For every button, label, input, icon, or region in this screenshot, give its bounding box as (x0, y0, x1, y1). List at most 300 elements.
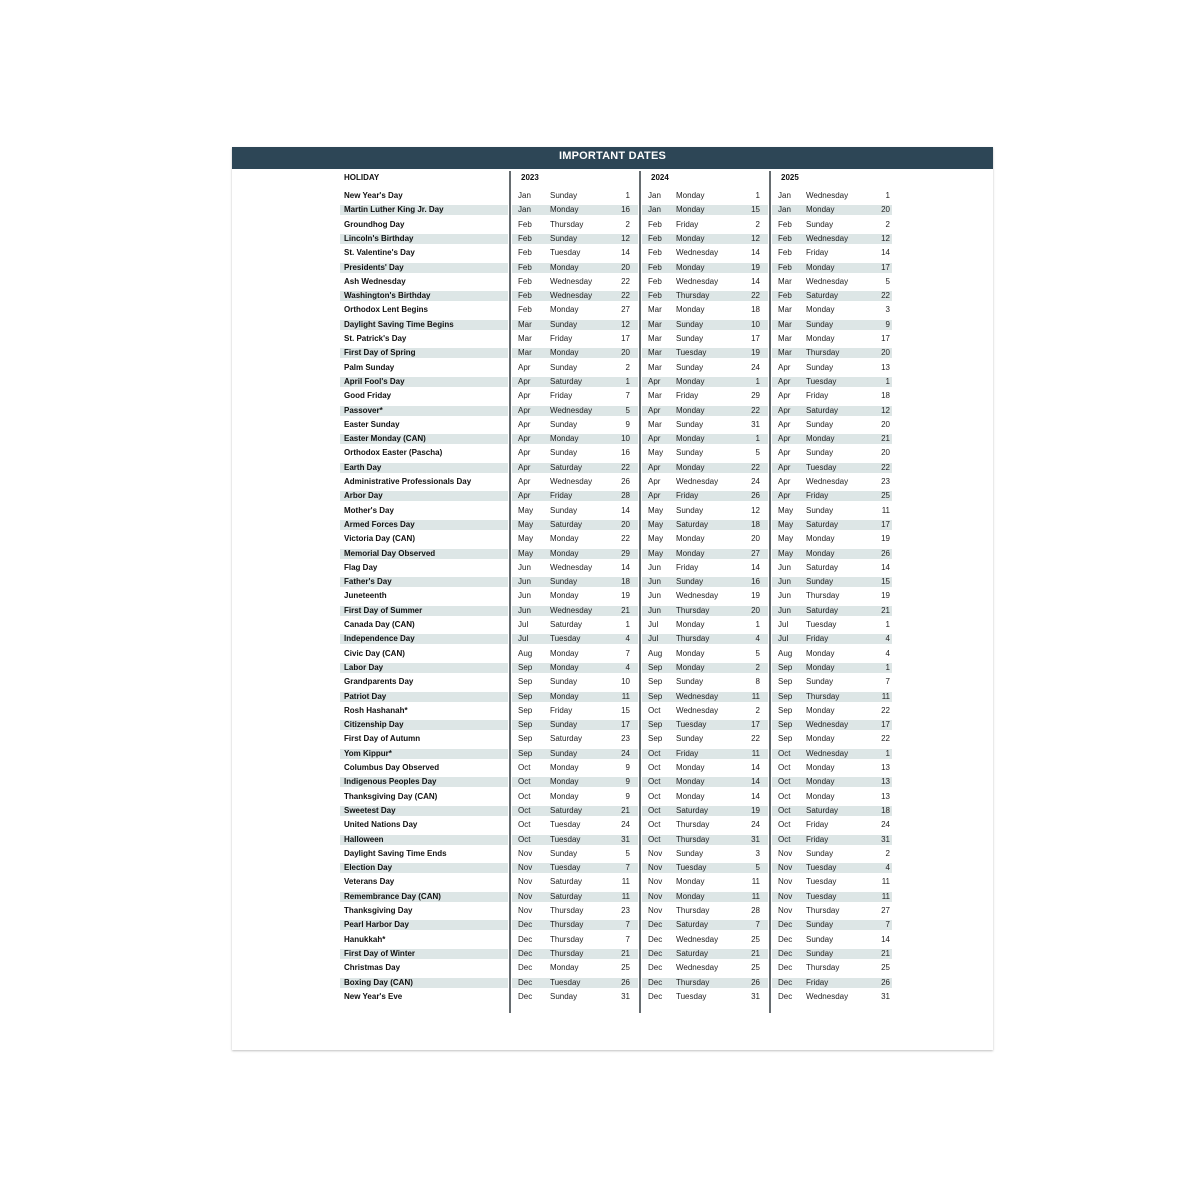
month-2025: Oct (778, 763, 791, 772)
weekday-2023: Sunday (550, 233, 578, 243)
day-2023: 21 (621, 805, 630, 815)
month-2025: Sep (778, 691, 793, 701)
month-2024: Jan (648, 191, 661, 200)
month-2025: Mar (778, 276, 792, 286)
month-2024: Sep (648, 691, 663, 701)
weekday-2024: Tuesday (676, 348, 707, 358)
day-2023: 7 (625, 934, 630, 944)
weekday-2023: Friday (550, 491, 573, 501)
weekday-2024: Monday (676, 462, 705, 472)
month-2025: Jun (778, 591, 791, 601)
month-2023: Feb (518, 291, 532, 301)
weekday-2024: Monday (676, 262, 705, 272)
table-row (340, 432, 900, 446)
weekday-2024: Monday (676, 534, 705, 544)
weekday-2025: Friday (806, 391, 829, 401)
weekday-2025: Tuesday (806, 877, 837, 887)
month-2024: Nov (648, 863, 663, 873)
weekday-2024: Saturday (676, 920, 709, 930)
month-2023: Nov (518, 877, 533, 887)
month-2025: Oct (778, 748, 791, 758)
month-2023: Apr (518, 434, 531, 444)
holiday-name: Ash Wednesday (344, 276, 406, 286)
day-2023: 29 (621, 548, 630, 558)
day-2024: 24 (751, 362, 760, 372)
day-2024: 26 (751, 977, 760, 987)
day-2023: 21 (621, 605, 630, 615)
weekday-2023: Tuesday (550, 977, 581, 987)
day-2025: 27 (881, 906, 890, 915)
weekday-2024: Thursday (676, 820, 710, 830)
day-2023: 7 (625, 648, 630, 658)
day-2025: 21 (881, 605, 890, 615)
weekday-2025: Sunday (806, 319, 834, 329)
table-row (340, 718, 900, 732)
day-2025: 17 (881, 334, 890, 343)
table-row (340, 918, 900, 932)
table-row (340, 518, 900, 532)
weekday-2024: Tuesday (676, 991, 707, 1001)
month-2025: Apr (778, 419, 791, 429)
day-2025: 14 (881, 248, 890, 258)
month-2023: Dec (518, 991, 533, 1001)
weekday-2025: Monday (806, 305, 835, 315)
day-2023: 9 (625, 419, 630, 429)
table-row (340, 318, 900, 332)
day-2025: 9 (885, 319, 890, 329)
month-2024: Oct (648, 791, 661, 801)
weekday-2025: Sunday (806, 448, 834, 458)
table-row (340, 446, 900, 460)
holiday-name: Mother's Day (344, 505, 394, 515)
day-2025: 25 (881, 491, 890, 501)
month-2024: Jun (648, 577, 661, 587)
day-2025: 13 (881, 791, 890, 801)
weekday-2023: Sunday (550, 677, 578, 687)
weekday-2024: Sunday (676, 319, 704, 329)
holiday-name: Hanukkah* (344, 934, 386, 944)
holiday-name: April Fool's Day (344, 376, 405, 386)
holiday-name: St. Valentine's Day (344, 248, 415, 258)
weekday-2024: Monday (676, 191, 705, 200)
year-header-2: 2024 (651, 173, 669, 182)
table-row (340, 933, 900, 947)
month-2024: Sep (648, 677, 663, 687)
month-2024: Jun (648, 591, 661, 601)
month-2024: Mar (648, 391, 662, 401)
month-2023: Feb (518, 248, 532, 258)
day-2024: 12 (751, 233, 760, 243)
month-2023: Apr (518, 491, 531, 501)
month-2025: Dec (778, 991, 793, 1001)
table-row (340, 303, 900, 317)
day-2025: 19 (881, 591, 890, 601)
weekday-2024: Thursday (676, 291, 710, 301)
month-2024: Jun (648, 605, 661, 615)
day-2024: 8 (755, 677, 760, 687)
month-2023: Oct (518, 805, 531, 815)
weekday-2023: Tuesday (550, 834, 581, 844)
month-2024: Apr (648, 477, 661, 486)
holiday-name: Flag Day (344, 562, 378, 572)
month-2025: Jul (778, 620, 789, 629)
month-2025: Feb (778, 233, 792, 243)
month-2025: Jan (778, 191, 791, 200)
day-2024: 2 (755, 662, 760, 672)
month-2025: Feb (778, 291, 792, 301)
table-row (340, 618, 900, 632)
month-2024: Feb (648, 276, 662, 286)
table-row (340, 575, 900, 589)
page-title: IMPORTANT DATES (558, 150, 667, 162)
day-2024: 3 (755, 848, 760, 858)
day-2025: 12 (881, 233, 890, 243)
day-2023: 9 (625, 791, 630, 801)
month-2024: Sep (648, 720, 663, 730)
month-2023: Jun (518, 605, 531, 615)
weekday-2025: Sunday (806, 419, 834, 429)
month-2024: Sep (648, 662, 663, 672)
day-2024: 22 (751, 462, 760, 472)
month-2025: Jun (778, 562, 791, 572)
weekday-2023: Monday (550, 262, 579, 272)
table-row (340, 404, 900, 418)
weekday-2025: Sunday (806, 219, 834, 229)
day-2024: 14 (751, 562, 760, 572)
day-2023: 10 (621, 677, 630, 687)
holiday-name: Civic Day (CAN) (344, 648, 405, 658)
month-2023: Sep (518, 677, 533, 687)
day-2025: 11 (881, 891, 890, 901)
month-2024: Feb (648, 291, 662, 301)
month-2025: Mar (778, 319, 792, 329)
weekday-2025: Saturday (806, 562, 839, 572)
holiday-name: Patriot Day (344, 691, 387, 701)
day-2023: 31 (621, 991, 630, 1001)
weekday-2025: Monday (806, 763, 835, 772)
weekday-2023: Sunday (550, 720, 578, 730)
weekday-2024: Wednesday (676, 705, 719, 715)
day-2025: 18 (881, 805, 890, 815)
day-2025: 18 (881, 391, 890, 401)
day-2023: 2 (625, 362, 630, 372)
weekday-2025: Monday (806, 648, 835, 658)
table-row (340, 761, 900, 775)
weekday-2024: Monday (676, 233, 705, 243)
day-2024: 12 (751, 505, 760, 515)
day-2023: 20 (621, 348, 630, 358)
weekday-2023: Monday (550, 777, 579, 787)
day-2025: 4 (885, 648, 890, 658)
month-2023: Jun (518, 562, 531, 572)
table-row (340, 561, 900, 575)
month-2024: May (648, 519, 664, 529)
holiday-name: Pearl Harbor Day (344, 920, 409, 930)
holiday-name: United Nations Day (344, 820, 418, 830)
month-2023: May (518, 519, 534, 529)
month-2023: Apr (518, 419, 531, 429)
table-row (340, 261, 900, 275)
holiday-name: Veterans Day (344, 877, 395, 887)
month-2025: Feb (778, 262, 792, 272)
month-2023: Feb (518, 305, 532, 315)
weekday-2025: Sunday (806, 362, 834, 372)
day-2023: 17 (621, 720, 630, 730)
weekday-2025: Monday (806, 777, 835, 787)
weekday-2023: Sunday (550, 748, 578, 758)
weekday-2024: Wednesday (676, 248, 719, 258)
weekday-2023: Friday (550, 391, 573, 401)
table-row (340, 589, 900, 603)
day-2023: 12 (621, 319, 630, 329)
weekday-2024: Monday (676, 305, 705, 315)
month-2024: Aug (648, 648, 663, 658)
month-2023: Jan (518, 191, 531, 200)
day-2023: 20 (621, 262, 630, 272)
month-2025: Aug (778, 648, 793, 658)
month-2024: Mar (648, 334, 662, 343)
table-row (340, 346, 900, 360)
month-2024: Apr (648, 405, 661, 415)
title-banner (232, 147, 993, 169)
table-row (340, 747, 900, 761)
month-2024: Oct (648, 763, 661, 772)
table-row (340, 861, 900, 875)
day-2024: 19 (751, 262, 760, 272)
holiday-name: New Year's Eve (344, 991, 403, 1001)
day-2023: 4 (625, 634, 630, 644)
holiday-name: Christmas Day (344, 963, 401, 973)
day-2024: 14 (751, 777, 760, 787)
day-2025: 2 (885, 219, 890, 229)
month-2025: Apr (778, 376, 791, 386)
weekday-2025: Thursday (806, 348, 840, 358)
table-row (340, 818, 900, 832)
day-2023: 22 (621, 291, 630, 301)
day-2024: 16 (751, 577, 760, 587)
month-2023: Nov (518, 891, 533, 901)
holiday-name: Yom Kippur* (344, 748, 392, 758)
weekday-2025: Wednesday (806, 720, 849, 730)
month-2025: Mar (778, 334, 792, 343)
holiday-name: Thanksgiving Day (344, 906, 413, 915)
weekday-2025: Friday (806, 634, 829, 644)
holiday-name: First Day of Autumn (344, 734, 421, 744)
weekday-2025: Monday (806, 434, 835, 444)
month-2023: Sep (518, 720, 533, 730)
weekday-2023: Saturday (550, 805, 583, 815)
month-2025: Mar (778, 305, 792, 315)
holiday-name: Rosh Hashanah* (344, 705, 408, 715)
weekday-2023: Monday (550, 763, 579, 772)
day-2025: 19 (881, 534, 890, 544)
month-2023: Feb (518, 262, 532, 272)
month-2024: Oct (648, 705, 661, 715)
holiday-name: Grandparents Day (344, 677, 414, 687)
day-2024: 14 (751, 248, 760, 258)
day-2024: 5 (755, 863, 760, 873)
day-2025: 20 (881, 448, 890, 458)
day-2023: 14 (621, 562, 630, 572)
weekday-2023: Friday (550, 334, 573, 343)
table-row (340, 704, 900, 718)
weekday-2025: Tuesday (806, 462, 837, 472)
month-2023: Feb (518, 219, 532, 229)
month-2023: Dec (518, 920, 533, 930)
weekday-2025: Friday (806, 977, 829, 987)
holiday-name: Memorial Day Observed (344, 548, 436, 558)
weekday-2023: Monday (550, 305, 579, 315)
holiday-name: New Year's Day (344, 191, 403, 200)
month-2023: Dec (518, 948, 533, 958)
day-2024: 7 (755, 920, 760, 930)
important-dates-sheet (232, 147, 993, 1050)
weekday-2023: Sunday (550, 848, 578, 858)
month-2023: Apr (518, 362, 531, 372)
weekday-2023: Saturday (550, 734, 583, 744)
holiday-name: Washington's Birthday (344, 291, 431, 301)
month-2023: Nov (518, 848, 533, 858)
day-2024: 14 (751, 276, 760, 286)
month-2024: Dec (648, 948, 663, 958)
day-2024: 17 (751, 334, 760, 343)
table-row (340, 947, 900, 961)
holiday-name: Administrative Professionals Day (344, 477, 472, 486)
weekday-2023: Sunday (550, 319, 578, 329)
day-2023: 23 (621, 906, 630, 915)
weekday-2024: Friday (676, 391, 699, 401)
month-2024: Sep (648, 734, 663, 744)
weekday-2025: Thursday (806, 591, 840, 601)
day-2024: 2 (755, 705, 760, 715)
month-2024: Mar (648, 362, 662, 372)
weekday-2024: Monday (676, 620, 705, 629)
day-2024: 14 (751, 763, 760, 772)
weekday-2023: Sunday (550, 448, 578, 458)
holiday-name: First Day of Winter (344, 948, 416, 958)
table-row (340, 890, 900, 904)
holiday-name: Good Friday (344, 391, 392, 401)
day-2025: 12 (881, 405, 890, 415)
month-2023: Dec (518, 963, 533, 973)
month-2023: May (518, 534, 534, 544)
weekday-2023: Saturday (550, 519, 583, 529)
month-2025: May (778, 548, 794, 558)
month-2025: Nov (778, 906, 793, 915)
day-2023: 1 (625, 620, 630, 629)
day-2024: 1 (755, 191, 760, 200)
table-row (340, 275, 900, 289)
day-2025: 25 (881, 963, 890, 973)
month-2025: Nov (778, 863, 793, 873)
holiday-name: Election Day (344, 863, 393, 873)
weekday-2023: Tuesday (550, 820, 581, 830)
month-2023: Oct (518, 763, 531, 772)
holiday-name: Daylight Saving Time Ends (344, 848, 447, 858)
day-2023: 12 (621, 233, 630, 243)
day-2023: 5 (625, 405, 630, 415)
day-2023: 22 (621, 276, 630, 286)
day-2025: 22 (881, 462, 890, 472)
table-row (340, 690, 900, 704)
day-2023: 16 (621, 448, 630, 458)
weekday-2023: Friday (550, 705, 573, 715)
month-2023: Apr (518, 448, 531, 458)
day-2023: 25 (621, 963, 630, 973)
day-2024: 2 (755, 219, 760, 229)
day-2024: 14 (751, 791, 760, 801)
month-2024: Jan (648, 205, 661, 215)
day-2024: 4 (755, 634, 760, 644)
day-2024: 22 (751, 405, 760, 415)
month-2023: Dec (518, 977, 533, 987)
weekday-2025: Saturday (806, 519, 839, 529)
month-2024: Dec (648, 920, 663, 930)
month-2023: Sep (518, 662, 533, 672)
weekday-2023: Monday (550, 534, 579, 544)
day-2024: 22 (751, 291, 760, 301)
table-row (340, 218, 900, 232)
month-2024: Apr (648, 376, 661, 386)
month-2023: Sep (518, 705, 533, 715)
table-row (340, 661, 900, 675)
day-2023: 23 (621, 734, 630, 744)
holiday-name: Martin Luther King Jr. Day (344, 205, 444, 215)
weekday-2025: Wednesday (806, 276, 849, 286)
month-2025: Oct (778, 834, 791, 844)
weekday-2023: Sunday (550, 991, 578, 1001)
month-2023: Oct (518, 777, 531, 787)
month-2023: Sep (518, 691, 533, 701)
day-2024: 28 (751, 906, 760, 915)
day-2025: 20 (881, 419, 890, 429)
day-2024: 17 (751, 720, 760, 730)
month-2024: Jul (648, 620, 659, 629)
weekday-2025: Monday (806, 705, 835, 715)
weekday-2025: Wednesday (806, 233, 849, 243)
day-2025: 13 (881, 362, 890, 372)
day-2025: 24 (881, 820, 890, 830)
holiday-name: Boxing Day (CAN) (344, 977, 413, 987)
day-2024: 11 (751, 691, 760, 701)
month-2023: Dec (518, 934, 533, 944)
weekday-2023: Sunday (550, 362, 578, 372)
day-2025: 4 (885, 634, 890, 644)
month-2023: Sep (518, 734, 533, 744)
month-2023: Nov (518, 863, 533, 873)
weekday-2024: Monday (676, 376, 705, 386)
day-2025: 7 (885, 920, 890, 930)
day-2023: 2 (625, 219, 630, 229)
day-2023: 24 (621, 820, 630, 830)
month-2024: Feb (648, 262, 662, 272)
month-2024: Feb (648, 248, 662, 258)
day-2025: 14 (881, 934, 890, 944)
month-2023: Apr (518, 376, 531, 386)
day-2025: 20 (881, 205, 890, 215)
day-2023: 5 (625, 848, 630, 858)
table-row (340, 647, 900, 661)
table-row (340, 547, 900, 561)
day-2024: 31 (751, 991, 760, 1001)
month-2024: Jul (648, 634, 659, 644)
month-2025: Dec (778, 934, 793, 944)
weekday-2025: Sunday (806, 920, 834, 930)
table-row (340, 389, 900, 403)
month-2025: Apr (778, 405, 791, 415)
day-2023: 14 (621, 248, 630, 258)
day-2024: 20 (751, 534, 760, 544)
